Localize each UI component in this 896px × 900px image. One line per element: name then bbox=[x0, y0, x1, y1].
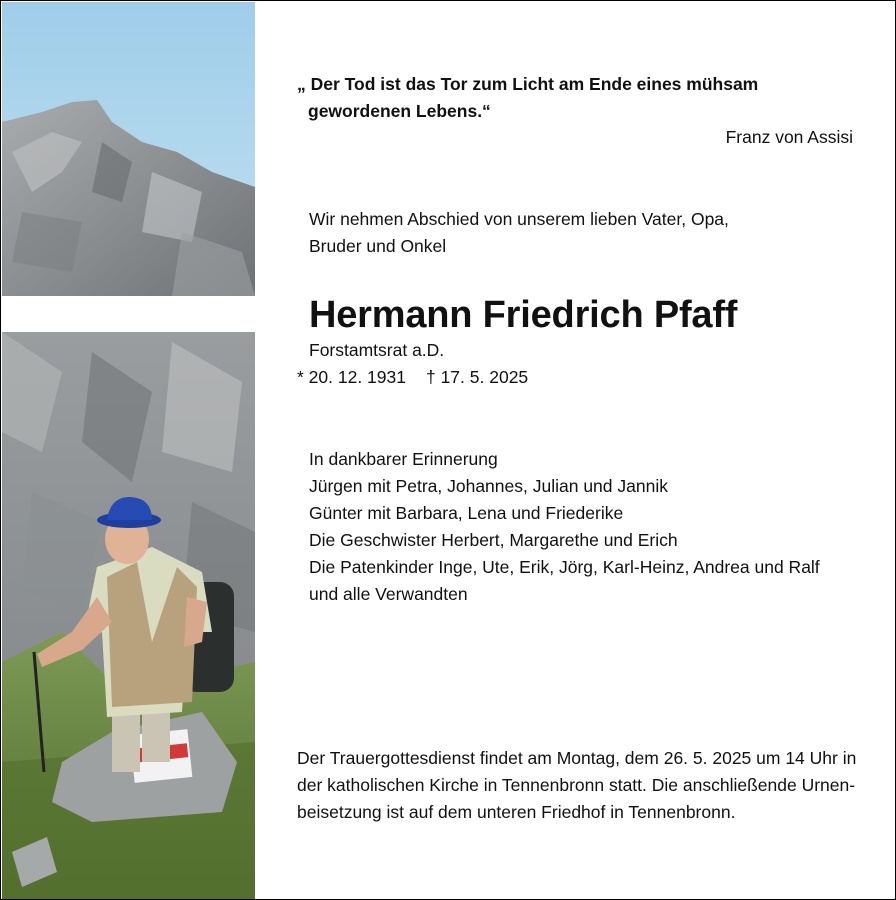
farewell-line-1: Wir nehmen Abschied von unserem lieben Vater, Opa, bbox=[309, 209, 729, 229]
quote-author: Franz von Assisi bbox=[725, 127, 853, 147]
mourners-line: In dankbarer Erinnerung bbox=[309, 449, 498, 469]
mourners-line: Die Geschwister Herbert, Margarethe und Erich bbox=[309, 530, 678, 550]
mountain-peak-photo bbox=[2, 2, 255, 296]
mourners-list bbox=[309, 446, 820, 608]
service-line: beisetzung ist auf dem unteren Friedhof in Tennenbronn. bbox=[297, 802, 736, 822]
hiker-photo bbox=[2, 332, 255, 899]
birth-date: * 20. 12. 1931 bbox=[297, 367, 406, 387]
mourners-line: Die Patenkinder Inge, Ute, Erik, Jörg, Karl-Heinz, Andrea und Ralf bbox=[309, 557, 820, 577]
mourners-line: und alle Verwandten bbox=[309, 584, 468, 604]
mourners-line: Günter mit Barbara, Lena und Friederike bbox=[309, 503, 624, 523]
quote bbox=[297, 71, 758, 125]
quote-line-1: „ Der Tod ist das Tor zum Licht am Ende eines mühsam bbox=[297, 74, 759, 94]
life-dates bbox=[297, 364, 528, 391]
death-date: † 17. 5. 2025 bbox=[425, 367, 529, 387]
service-line: der katholischen Kirche in Tennenbronn statt. Die anschließende Urnen- bbox=[297, 775, 856, 795]
farewell-text bbox=[309, 206, 729, 260]
deceased-title: Forstamtsrat a.D. bbox=[309, 340, 445, 360]
service-line: Der Trauergottesdienst findet am Montag, dem 26. 5. 2025 um 14 Uhr in bbox=[297, 748, 857, 768]
photo-column bbox=[2, 2, 255, 899]
farewell-line-2: Bruder und Onkel bbox=[309, 236, 447, 256]
quote-line-2: gewordenen Lebens.“ bbox=[308, 101, 491, 121]
service-info bbox=[297, 745, 856, 826]
mourners-line: Jürgen mit Petra, Johannes, Julian und Jannik bbox=[309, 476, 668, 496]
deceased-name: Hermann Friedrich Pfaff bbox=[309, 294, 738, 336]
